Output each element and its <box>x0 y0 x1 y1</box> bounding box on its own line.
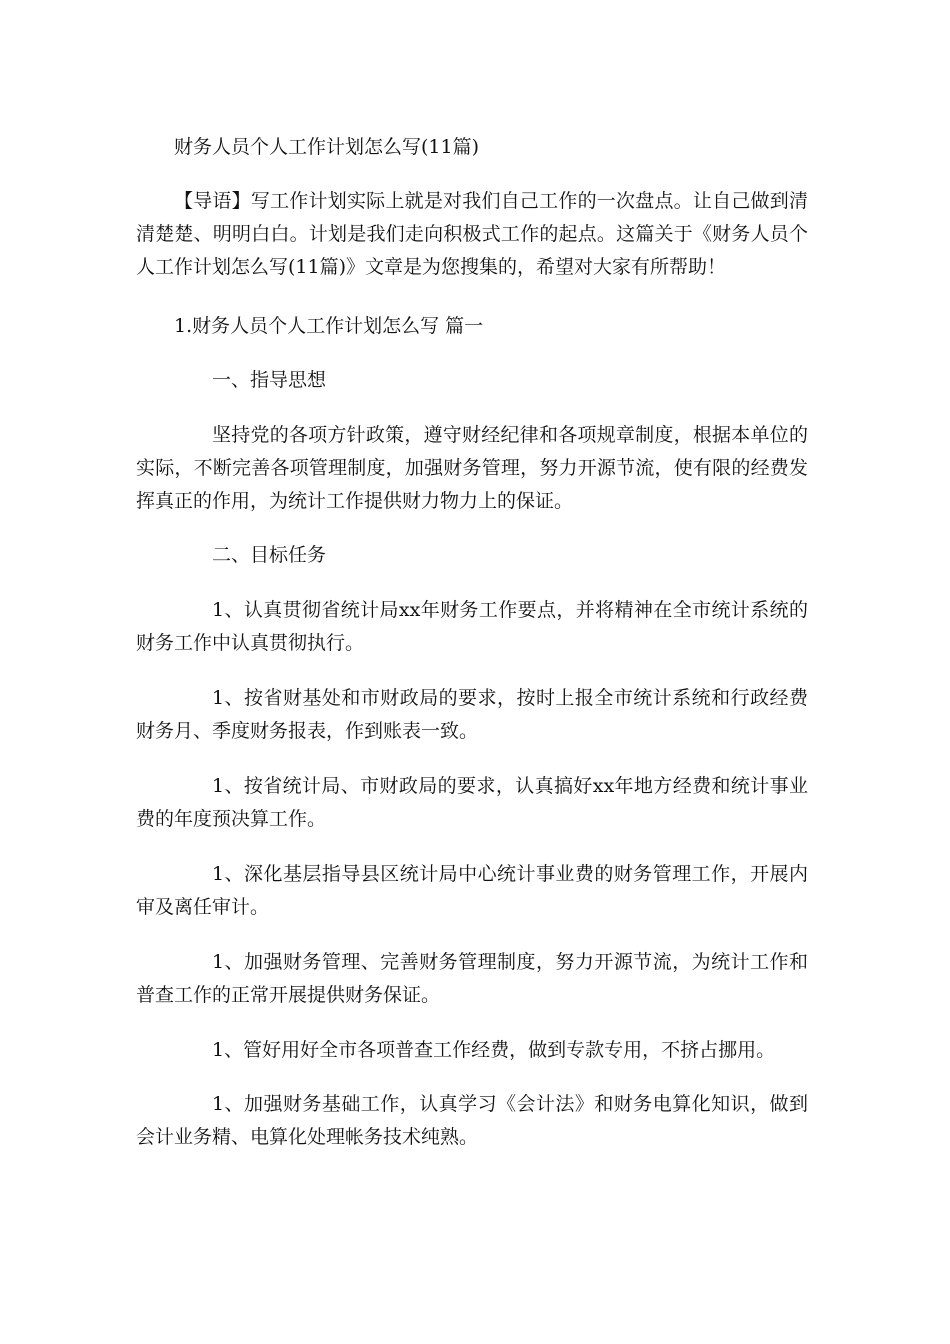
heading-guiding-thought: 一、指导思想 <box>212 369 327 391</box>
task-item: 1、管好用好全市各项普查工作经费，做到专款专用，不挤占挪用。 <box>212 1039 776 1061</box>
task-item: 1、按省财基处和市财政局的要求，按时上报全市统计系统和行政经费财务月、季度财务报表，作到账表一致。 <box>136 687 808 742</box>
task-item: 1、按省统计局、市财政局的要求，认真搞好xx年地方经费和统计事业费的年度预决算工作。 <box>136 775 808 830</box>
intro-paragraph: 【导语】写工作计划实际上就是对我们自己工作的一次盘点。让自己做到清清楚楚、明明白白。计划是我们走向积极式工作的起点。这篇关于《财务人员个人工作计划怎么写(11篇)》文章是为您搜集的，希望对大家有所帮助！ <box>136 190 808 278</box>
guiding-thought-paragraph: 坚持党的各项方针政策，遵守财经纪律和各项规章制度，根据本单位的实际，不断完善各项管理制度，加强财务管理，努力开源节流，使有限的经费发挥真正的作用，为统计工作提供财力物力上的保证。 <box>136 424 808 512</box>
task-item: 1、加强财务管理、完善财务管理制度，努力开源节流，为统计工作和普查工作的正常开展提供财务保证。 <box>136 951 808 1006</box>
heading-target-tasks: 二、目标任务 <box>212 544 327 566</box>
task-item: 1、深化基层指导县区统计局中心统计事业费的财务管理工作，开展内审及离任审计。 <box>136 863 808 918</box>
task-item: 1、加强财务基础工作，认真学习《会计法》和财务电算化知识，做到会计业务精、电算化处理帐务技术纯熟。 <box>136 1093 808 1148</box>
section-heading: 1.财务人员个人工作计划怎么写 篇一 <box>174 315 484 337</box>
task-item: 1、认真贯彻省统计局xx年财务工作要点，并将精神在全市统计系统的财务工作中认真贯彻执行。 <box>136 599 808 654</box>
document-title: 财务人员个人工作计划怎么写(11篇) <box>174 136 480 158</box>
